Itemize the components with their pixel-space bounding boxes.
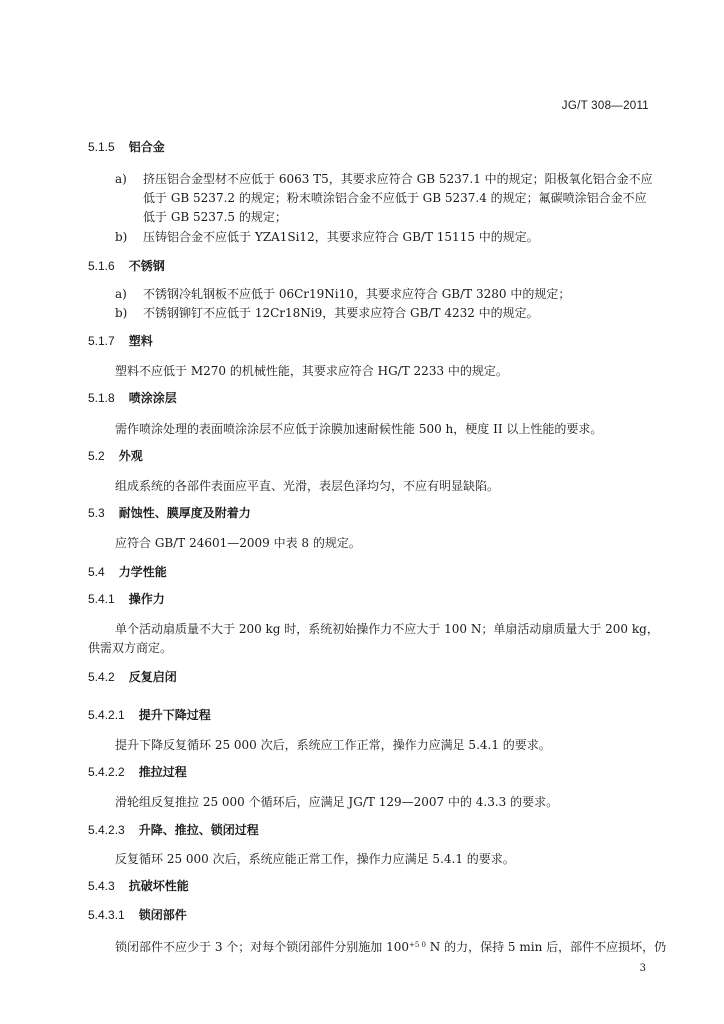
- section-heading-5-4-2: 5.4.2 反复启闭: [88, 670, 177, 684]
- paragraph-cont: 供需双方商定。: [88, 641, 173, 655]
- section-heading-5-2: 5.2 外观: [88, 449, 143, 463]
- section-heading-5-1-5: 5.1.5 铝合金: [88, 140, 165, 154]
- list-item-b: b) 不锈钢铆钉不应低于 12Cr18Ni9，其要求应符合 GB/T 4232 中的规定。: [115, 306, 539, 320]
- paragraph: 需作喷涂处理的表面喷涂涂层不应低于涂膜加速耐候性能 500 h，梗度 II 以上性能的要求。: [115, 422, 603, 436]
- list-item-a-cont-2: 低于 GB 5237.5 的规定；: [143, 210, 287, 224]
- section-heading-5-1-7: 5.1.7 塑料: [88, 334, 153, 348]
- paragraph: 提升下降反复循环 25 000 次后，系统应工作正常，操作力应满足 5.4.1 的要求。: [115, 738, 551, 752]
- section-heading-5-1-6: 5.1.6 不锈钢: [88, 259, 165, 273]
- paragraph: 塑料不应低于 M270 的机械性能，其要求应符合 HG/T 2233 中的规定。: [115, 364, 508, 378]
- standard-code: JG/T 308—2011: [561, 100, 649, 112]
- paragraph: 滑轮组反复推拉 25 000 个循环后，应满足 JG/T 129—2007 中的 4.3.3 的要求。: [115, 795, 559, 809]
- section-heading-5-4-2-3: 5.4.2.3 升降、推拉、锁闭过程: [88, 823, 259, 837]
- paragraph: 单个活动扇质量不大于 200 kg 时，系统初始操作力不应大于 100 N；单扇活动扇质量大于 200 kg，: [115, 622, 659, 636]
- section-heading-5-4: 5.4 力学性能: [88, 565, 167, 579]
- paragraph: 反复循环 25 000 次后，系统应能正常工作，操作力应满足 5.4.1 的要求。: [115, 852, 515, 866]
- section-heading-5-4-2-1: 5.4.2.1 提升下降过程: [88, 708, 211, 722]
- section-heading-5-4-2-2: 5.4.2.2 推拉过程: [88, 765, 187, 779]
- list-item-b: b) 压铸铝合金不应低于 YZA1Si12，其要求应符合 GB/T 15115 中的规定。: [115, 230, 539, 244]
- paragraph: 应符合 GB/T 24601—2009 中表 8 的规定。: [115, 536, 361, 550]
- section-heading-5-4-3: 5.4.3 抗破坏性能: [88, 879, 189, 893]
- list-item-a: a) 不锈钢冷轧钢板不应低于 06Cr19Ni10，其要求应符合 GB/T 3280 中的规定；: [115, 287, 571, 301]
- section-heading-5-3: 5.3 耐蚀性、膜厚度及附着力: [88, 506, 251, 520]
- list-item-a-cont-1: 低于 GB 5237.2 的规定；粉末喷涂铝合金不应低于 GB 5237.4 的规定；氟碳喷涂铝合金不应: [143, 191, 647, 205]
- paragraph: 锁闭部件不应少于 3 个；对每个锁闭部件分别施加 $100^{+5 0}$ N 的力，保持 5 min 后，部件不应损坏，仍: [115, 940, 667, 954]
- list-item-a: a) 挤压铝合金型材不应低于 6063 T5，其要求应符合 GB 5237.1 中的规定；阳极氧化铝合金不应: [115, 172, 653, 186]
- page-number: 3: [639, 963, 646, 974]
- tolerance-superscript: +5 0: [408, 941, 426, 949]
- section-heading-5-1-8: 5.1.8 喷涂涂层: [88, 391, 177, 405]
- section-heading-5-4-3-1: 5.4.3.1 锁闭部件: [88, 908, 187, 922]
- section-heading-5-4-1: 5.4.1 操作力: [88, 592, 165, 606]
- paragraph: 组成系统的各部件表面应平直、光滑，表层色泽均匀，不应有明显缺陷。: [115, 479, 500, 493]
